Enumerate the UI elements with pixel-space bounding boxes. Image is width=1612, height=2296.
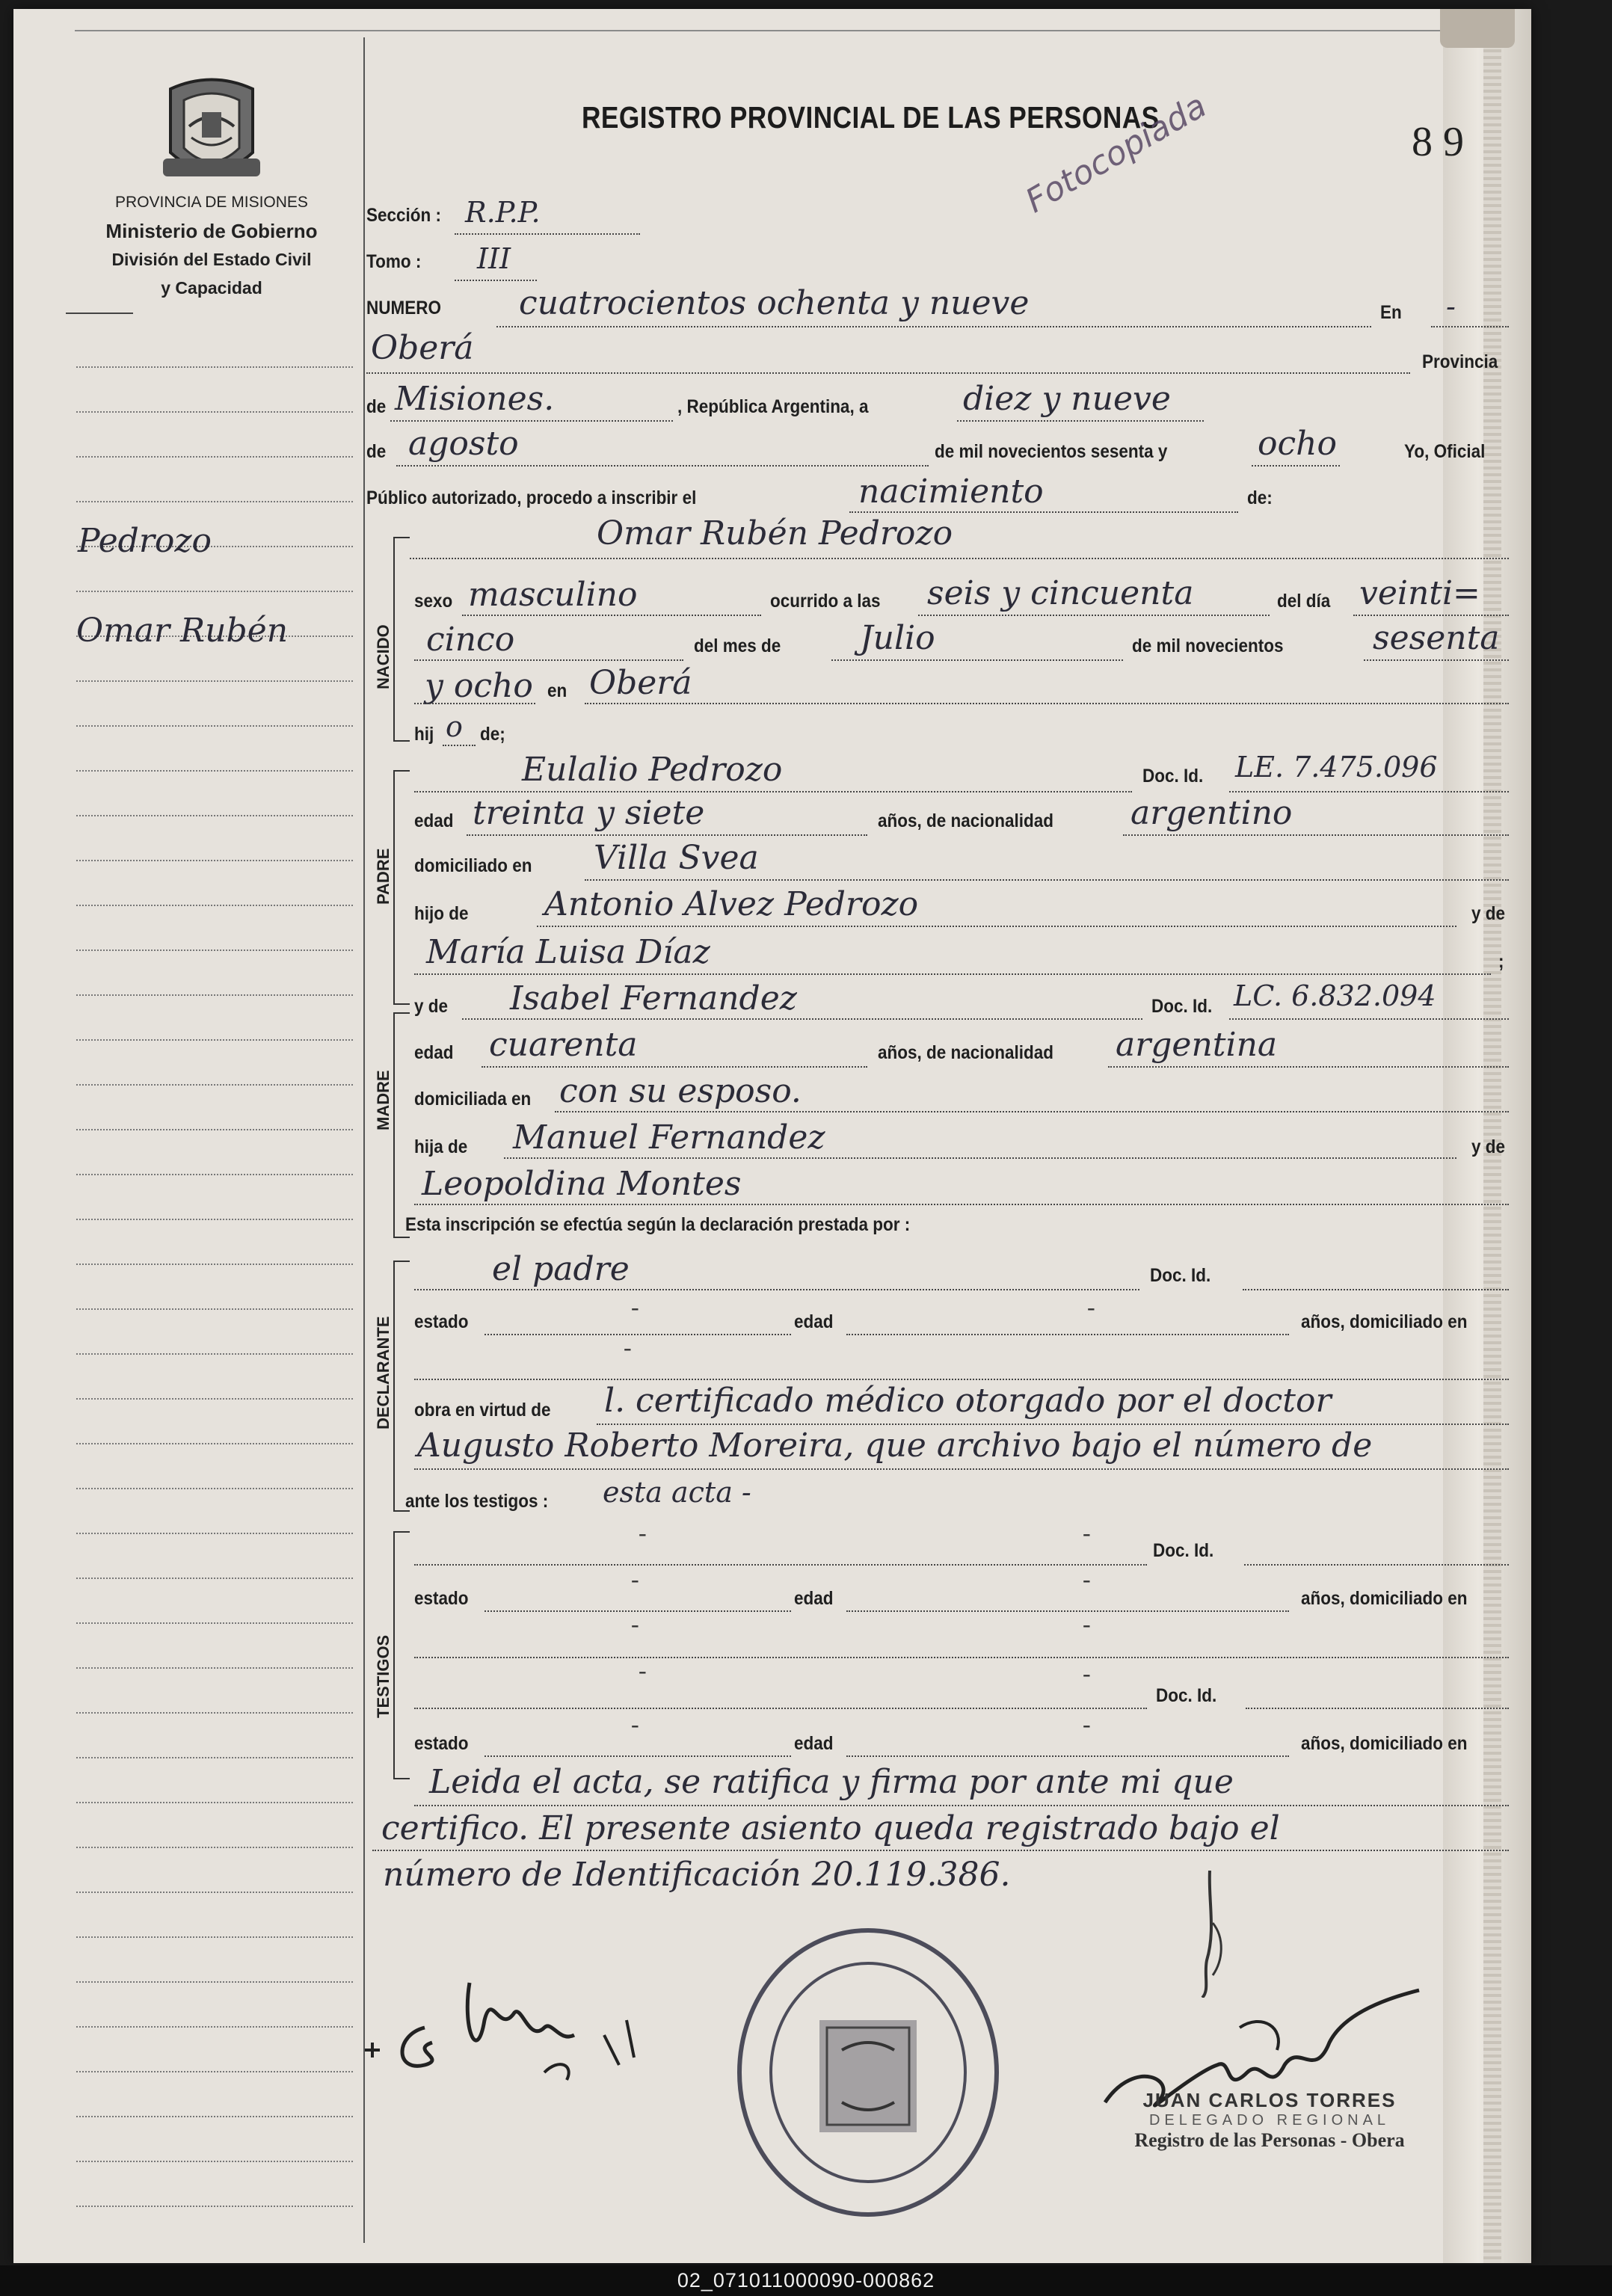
seccion-value: R.P.P.: [465, 196, 541, 229]
declarante-edad-label: edad: [794, 1311, 834, 1332]
sexo-value: masculino: [468, 576, 638, 614]
margin-dotted-line: [76, 1712, 353, 1714]
nacido-lugar-value: Oberá: [589, 664, 692, 702]
margin-dotted-line: [76, 2161, 353, 2162]
testigo1-domicilio-dash: -: [631, 1610, 639, 1637]
declarante-edad-dash: -: [1087, 1293, 1095, 1320]
padre-edad-label: edad: [414, 810, 454, 831]
testigo1-estado-dash: -: [631, 1566, 639, 1592]
declarante-doc-label: Doc. Id.: [1150, 1265, 1211, 1286]
margin-dotted-line: [76, 2206, 353, 2207]
padre-doc-value: LE. 7.475.096: [1235, 751, 1438, 784]
testigos-section-label: TESTIGOS: [374, 1634, 393, 1718]
testigo2-edad-label: edad: [794, 1733, 834, 1754]
madre-edad-label: edad: [414, 1042, 454, 1063]
margin-dotted-line: [76, 1622, 353, 1624]
ante-testigos-value: esta acta -: [603, 1476, 751, 1509]
dia-value-1: veinti=: [1359, 574, 1480, 612]
declarante-domicilio-label: años, domiciliado en: [1301, 1311, 1468, 1332]
margin-dotted-line: [76, 366, 353, 368]
de-label-2: de: [366, 441, 387, 462]
padre-nac-label: años, de nacionalidad: [878, 810, 1054, 831]
margin-dotted-line: [76, 1533, 353, 1534]
official-round-seal-icon: [730, 1923, 1006, 2222]
tomo-value: III: [477, 242, 511, 275]
madre-doc-value: LC. 6.832.094: [1234, 979, 1436, 1012]
provincia-value: Misiones.: [395, 380, 555, 418]
madre-section-label: MADRE: [374, 1070, 393, 1130]
margin-dotted-line: [76, 1847, 353, 1848]
official-office: Registro de las Personas - Obera: [1134, 2129, 1405, 2151]
province-name: PROVINCIA DE MISIONES: [115, 194, 308, 211]
de-colon-label: de:: [1247, 487, 1273, 508]
margin-dotted-line: [76, 1757, 353, 1758]
madre-y-de-label-2: y de: [1471, 1136, 1506, 1157]
de-label: de: [366, 396, 387, 417]
padre-section-label: PADRE: [374, 848, 393, 905]
en-label: En: [1380, 302, 1402, 323]
page-number: 89: [1412, 119, 1474, 165]
cierre-line-2: certifico. El presente asiento queda registrado bajo el: [381, 1809, 1280, 1847]
mes-value: agosto: [408, 425, 519, 463]
provincia-label: Provincia: [1422, 351, 1498, 372]
margin-dotted-line: [76, 411, 353, 413]
top-rule: [75, 30, 1473, 31]
declarant-signature-icon: [365, 1960, 694, 2087]
margin-dotted-line: [76, 501, 353, 502]
del-dia-label: del día: [1277, 591, 1331, 612]
seccion-label: Sección :: [366, 205, 442, 226]
testigo1-doc-label: Doc. Id.: [1153, 1540, 1214, 1561]
testigo2-doc-dash: -: [1083, 1660, 1091, 1687]
margin-dotted-line: [76, 680, 353, 682]
margin-dotted-line: [76, 1398, 353, 1400]
tomo-label: Tomo :: [366, 251, 422, 272]
padre-edad-value: treinta y siete: [473, 794, 705, 832]
declarante-nombre: el padre: [492, 1250, 630, 1288]
testigo1-doc-dash: -: [1083, 1519, 1091, 1546]
sexo-label: sexo: [414, 591, 453, 612]
margin-dotted-line: [76, 591, 353, 592]
margin-dotted-line: [76, 860, 353, 861]
numero-value: cuatrocientos ochenta y nueve: [519, 284, 1030, 322]
footer-code: 02_071011000090-000862: [0, 2265, 1612, 2296]
provincial-seal-icon: [156, 70, 268, 190]
madre-nac-value: argentina: [1116, 1026, 1278, 1064]
dia-value-2: cinco: [426, 621, 515, 659]
margin-given-names: Omar Rubén: [76, 612, 289, 650]
padre-domicilio-label: domiciliado en: [414, 855, 532, 876]
padre-y-de-label: y de: [1471, 903, 1506, 924]
padre-domicilio-value: Villa Svea: [594, 839, 759, 877]
testigo1-edad-dash: -: [1083, 1566, 1091, 1592]
testigo1-domicilio-dash-2: -: [1083, 1610, 1091, 1637]
official-block: [1090, 2089, 1449, 2152]
margin-dotted-line: [76, 1443, 353, 1444]
margin-dotted-line: [76, 2026, 353, 2028]
hora-value: seis y cincuenta: [927, 574, 1194, 612]
anio-value: ocho: [1258, 425, 1337, 463]
margin-dotted-line: [76, 994, 353, 996]
padre-madre-de: María Luisa Díaz: [426, 933, 710, 971]
locality-value: Oberá: [371, 329, 474, 367]
signature-mark-icon: [1180, 1871, 1240, 1998]
publico-label: Público autorizado, procedo a inscribir el: [366, 487, 697, 508]
mil-label: de mil novecientos sesenta y: [935, 441, 1168, 462]
declarante-intro: Esta inscripción se efectúa según la declaración prestada por :: [405, 1214, 911, 1235]
madre-nac-label: años, de nacionalidad: [878, 1042, 1054, 1063]
slanted-stamp: Fotocopiada: [1019, 87, 1213, 221]
declarante-estado-label: estado: [414, 1311, 469, 1332]
margin-dotted-line: [76, 1174, 353, 1175]
binding-corner: [1440, 9, 1515, 48]
declarante-estado-dash: -: [631, 1293, 639, 1320]
testigo2-estado-dash: -: [631, 1711, 639, 1738]
hijo-de-label: de;: [480, 724, 505, 745]
testigo2-estado-label: estado: [414, 1733, 469, 1754]
madre-domicilio-label: domiciliada en: [414, 1089, 532, 1109]
margin-dotted-line: [76, 1892, 353, 1893]
margin-dotted-line: [76, 1084, 353, 1086]
testigo1-nombre-dash: -: [639, 1519, 647, 1546]
margin-dotted-line: [76, 1667, 353, 1669]
margin-dotted-line: [76, 456, 353, 458]
obra-value-1: l. certificado médico otorgado por el doctor: [604, 1382, 1332, 1420]
division-name-2: y Capacidad: [161, 278, 262, 298]
margin-dotted-line: [76, 1353, 353, 1355]
margin-dotted-line: [76, 1936, 353, 1938]
margin-dotted-line: [76, 725, 353, 727]
dia-value: diez y nueve: [963, 380, 1171, 418]
margin-dotted-line: [76, 815, 353, 816]
margin-dotted-line: [76, 770, 353, 772]
official-role: DELEGADO REGIONAL: [1148, 2112, 1391, 2129]
nacido-en-label: en: [547, 680, 567, 701]
oficial-label: Yo, Oficial: [1404, 441, 1486, 462]
margin-dotted-line: [76, 1488, 353, 1489]
hijo-value: o: [446, 710, 463, 743]
margin-dotted-line: [76, 1219, 353, 1220]
madre-nombre: Isabel Fernandez: [510, 979, 797, 1018]
division-name: División del Estado Civil: [111, 250, 312, 269]
padre-nombre: Eulalio Pedrozo: [522, 751, 783, 789]
madre-padre-de: Manuel Fernandez: [513, 1118, 825, 1157]
cierre-line-3: número de Identificación 20.119.386.: [383, 1856, 1011, 1894]
padre-padre-de: Antonio Alvez Pedrozo: [544, 885, 919, 923]
madre-y-de-label: y de: [414, 996, 449, 1017]
margin-dotted-line: [76, 1308, 353, 1310]
testigo1-edad-label: edad: [794, 1588, 834, 1609]
margin-surname: Pedrozo: [78, 522, 212, 560]
nacido-anio-value-2: y ocho: [425, 667, 533, 705]
margin-dotted-line: [76, 905, 353, 906]
madre-domicilio-value: con su esposo.: [559, 1072, 802, 1110]
nombre-inscripto: Omar Rubén Pedrozo: [597, 514, 953, 553]
document-title: REGISTRO PROVINCIAL DE LAS PERSONAS: [582, 100, 1160, 135]
en-value: -: [1446, 290, 1456, 323]
margin-dotted-line: [76, 2116, 353, 2117]
margin-dotted-line: [76, 1129, 353, 1130]
margin-dotted-line: [76, 950, 353, 951]
acto-value: nacimiento: [858, 473, 1044, 511]
madre-edad-value: cuarenta: [489, 1026, 638, 1064]
margin-dotted-line: [76, 1264, 353, 1265]
nacido-anio-value-1: sesenta: [1373, 619, 1500, 657]
declarante-section-label: DECLARANTE: [374, 1316, 393, 1429]
cierre-line-1: Leida el acta, se ratifica y firma por ante mi que: [429, 1763, 1234, 1801]
testigo2-edad-dash: -: [1083, 1711, 1091, 1738]
padre-doc-label: Doc. Id.: [1142, 766, 1204, 787]
testigo2-doc-label: Doc. Id.: [1156, 1685, 1217, 1706]
margin-dotted-line: [76, 1039, 353, 1041]
nacido-section-label: NACIDO: [374, 624, 393, 689]
testigo2-domicilio-label: años, domiciliado en: [1301, 1733, 1468, 1754]
declarante-domicilio-dash: -: [624, 1334, 632, 1361]
obra-value-2: Augusto Roberto Moreira, que archivo bajo el número de: [417, 1426, 1373, 1465]
madre-madre-de: Leopoldina Montes: [422, 1165, 742, 1203]
padre-semicolon: ;: [1498, 951, 1504, 972]
testigo1-domicilio-label: años, domiciliado en: [1301, 1588, 1468, 1609]
nacido-mil-label: de mil novecientos: [1132, 635, 1284, 656]
official-name: JUAN CARLOS TORRES: [1142, 2089, 1397, 2111]
margin-dotted-line: [76, 1802, 353, 1803]
madre-hija-de-label: hija de: [414, 1136, 468, 1157]
hijo-label: hij: [414, 724, 434, 745]
margin-dotted-line: [76, 2071, 353, 2072]
margin-rule: [363, 37, 365, 2243]
ministry-name: Ministerio de Gobierno: [105, 220, 318, 242]
del-mes-label: del mes de: [694, 635, 781, 656]
issuer-block: [66, 188, 357, 302]
madre-doc-label: Doc. Id.: [1151, 996, 1213, 1017]
testigo1-estado-label: estado: [414, 1588, 469, 1609]
obra-label: obra en virtud de: [414, 1400, 551, 1421]
margin-dotted-line: [76, 1981, 353, 1983]
ante-testigos-label: ante los testigos :: [405, 1491, 549, 1512]
numero-label: NUMERO: [366, 298, 441, 318]
margin-dotted-line: [76, 1578, 353, 1579]
padre-hijo-de-label: hijo de: [414, 903, 469, 924]
republica-label: , República Argentina, a: [677, 396, 869, 417]
testigo2-nombre-dash: -: [639, 1657, 647, 1684]
document-page: [13, 9, 1531, 2263]
padre-nac-value: argentino: [1130, 794, 1293, 832]
ocurrido-label: ocurrido a las: [770, 591, 881, 612]
nacido-mes-value: Julio: [860, 619, 935, 657]
